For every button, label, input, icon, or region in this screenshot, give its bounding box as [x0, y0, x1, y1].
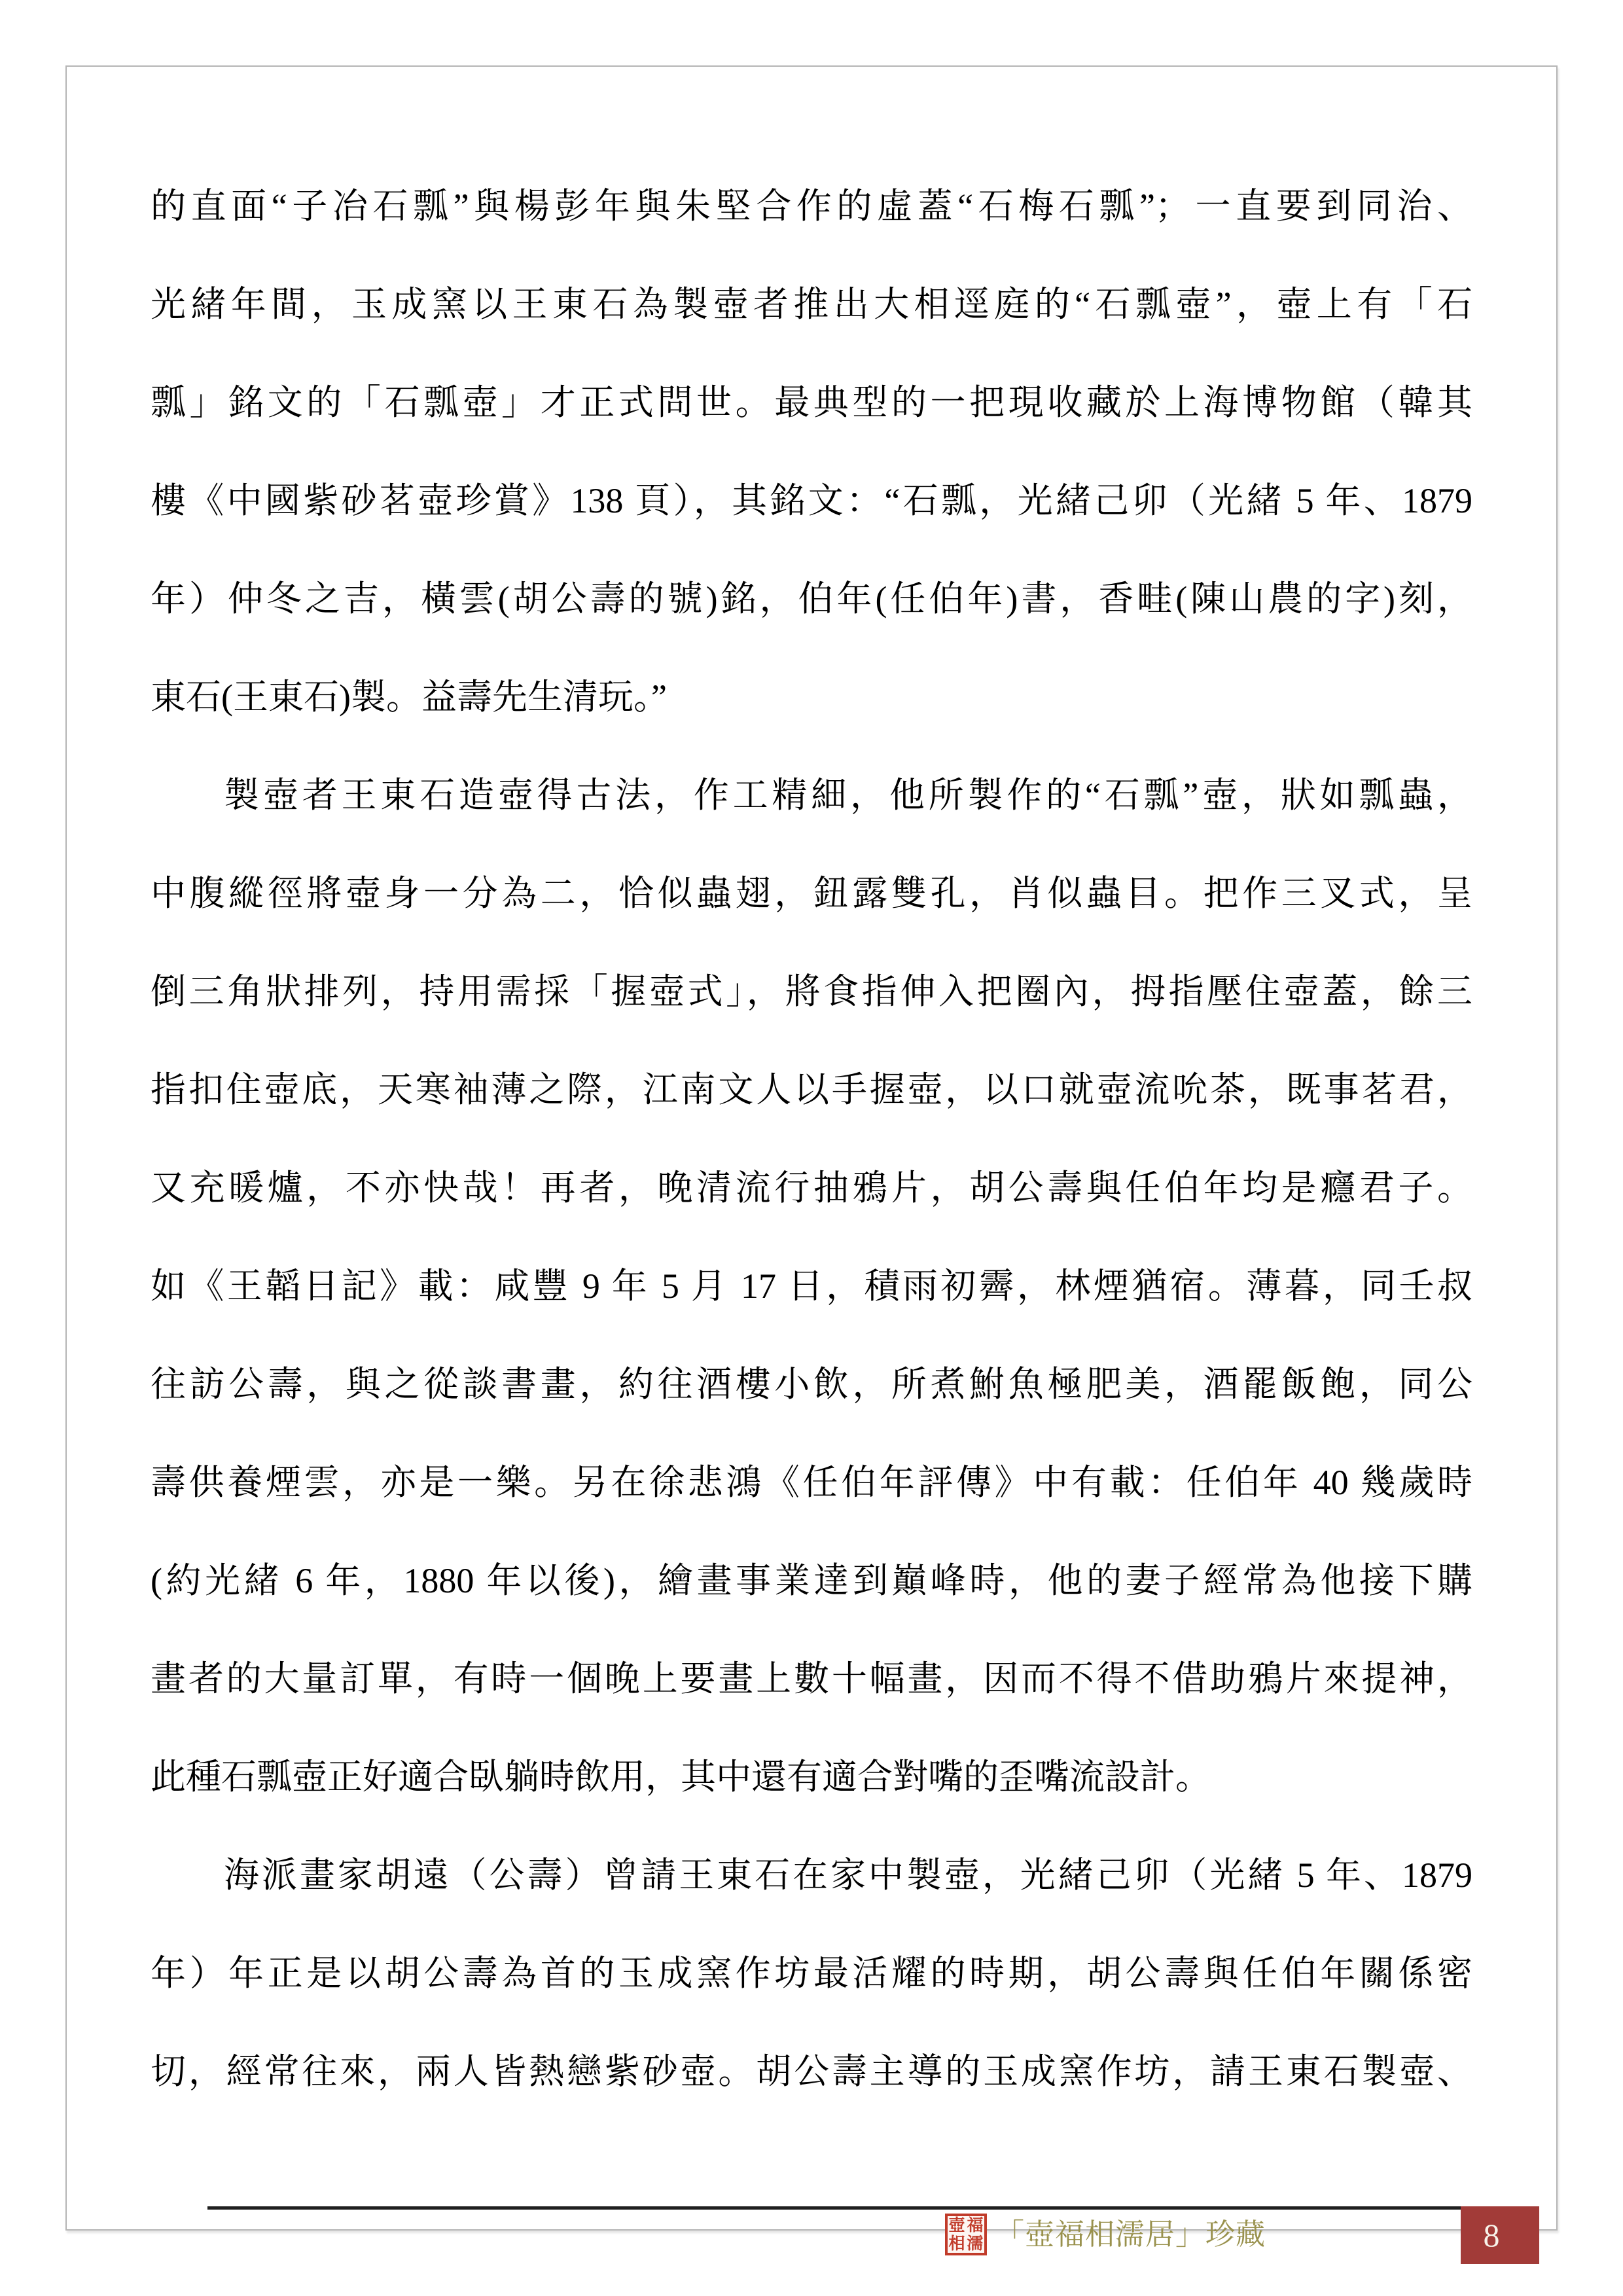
body-line: 又充暖爐，不亦快哉！再者，晚清流行抽鴉片，胡公壽與任伯年均是癮君子。 [151, 1168, 1472, 1208]
footer-rule [207, 2206, 1461, 2210]
seal-character: 濡 [967, 2234, 984, 2253]
body-line: 如《王韜日記》載：咸豐 9 年 5 月 17 日，積雨初霽，林煙猶宿。薄暮，同壬叔 [151, 1266, 1472, 1306]
page-number-badge [1461, 2206, 1539, 2264]
body-line: 瓢」銘文的「石瓢壺」才正式問世。最典型的一把現收藏於上海博物館（韓其 [151, 383, 1472, 422]
body-line: 此種石瓢壺正好適合臥躺時飲用，其中還有適合對嘴的歪嘴流設計。 [151, 1757, 1211, 1797]
body-line: 的直面“子冶石瓢”與楊彭年與朱堅合作的虛蓋“石梅石瓢”；一直要到同治、 [151, 187, 1472, 226]
body-line: 製壺者王東石造壺得古法，作工精細，他所製作的“石瓢”壺，狀如瓢蟲， [224, 776, 1472, 815]
seal-character: 福 [967, 2216, 984, 2234]
body-line: 指扣住壺底，天寒袖薄之際，江南文人以手握壺，以口就壺流吮茶，既事茗君， [151, 1070, 1472, 1109]
body-line: 東石(王東石)製。益壽先生清玩。” [151, 677, 667, 717]
body-line: 年）仲冬之吉，橫雲(胡公壽的號)銘，伯年(任伯年)書，香畦(陳山農的字)刻， [151, 579, 1472, 619]
body-line: 海派畫家胡遠（公壽）曾請王東石在家中製壺，光緒己卯（光緒 5 年、1879 [224, 1856, 1472, 1895]
body-line: 光緒年間，玉成窯以王東石為製壺者推出大相逕庭的“石瓢壺”，壺上有「石 [151, 285, 1472, 324]
body-line: 壽供養煙雲，亦是一樂。另在徐悲鴻《任伯年評傳》中有載：任伯年 40 幾歲時 [151, 1463, 1472, 1502]
page-number: 8 [1483, 2217, 1500, 2253]
seal-character: 壺 [948, 2216, 965, 2234]
footer-collection-label: 「壺福相濡居」珍藏 [995, 2218, 1266, 2251]
collector-seal-icon [945, 2214, 987, 2255]
body-line: 樓《中國紫砂茗壺珍賞》138 頁），其銘文：“石瓢，光緒己卯（光緒 5 年、1879 [151, 481, 1472, 520]
body-line: 切，經常往來，兩人皆熱戀紫砂壺。胡公壽主導的玉成窯作坊，請王東石製壺、 [151, 2052, 1472, 2091]
body-line: 畫者的大量訂單，有時一個晚上要畫上數十幅畫，因而不得不借助鴉片來提神， [151, 1659, 1472, 1698]
body-line: 倒三角狀排列，持用需採「握壺式」，將食指伸入把圈內，拇指壓住壺蓋，餘三 [151, 972, 1472, 1011]
seal-character: 相 [948, 2234, 965, 2253]
body-line: 年）年正是以胡公壽為首的玉成窯作坊最活耀的時期，胡公壽與任伯年關係密 [151, 1954, 1472, 1993]
body-text [151, 157, 1472, 2121]
body-line: 中腹縱徑將壺身一分為二，恰似蟲翅，鈕露雙孔，肖似蟲目。把作三叉式，呈 [151, 874, 1472, 913]
body-line: (約光緒 6 年，1880 年以後)，繪畫事業達到巔峰時，他的妻子經常為他接下購 [151, 1561, 1472, 1600]
body-line: 往訪公壽，與之從談書畫，約往酒樓小飲，所煮鮒魚極肥美，酒罷飯飽，同公 [151, 1365, 1472, 1404]
